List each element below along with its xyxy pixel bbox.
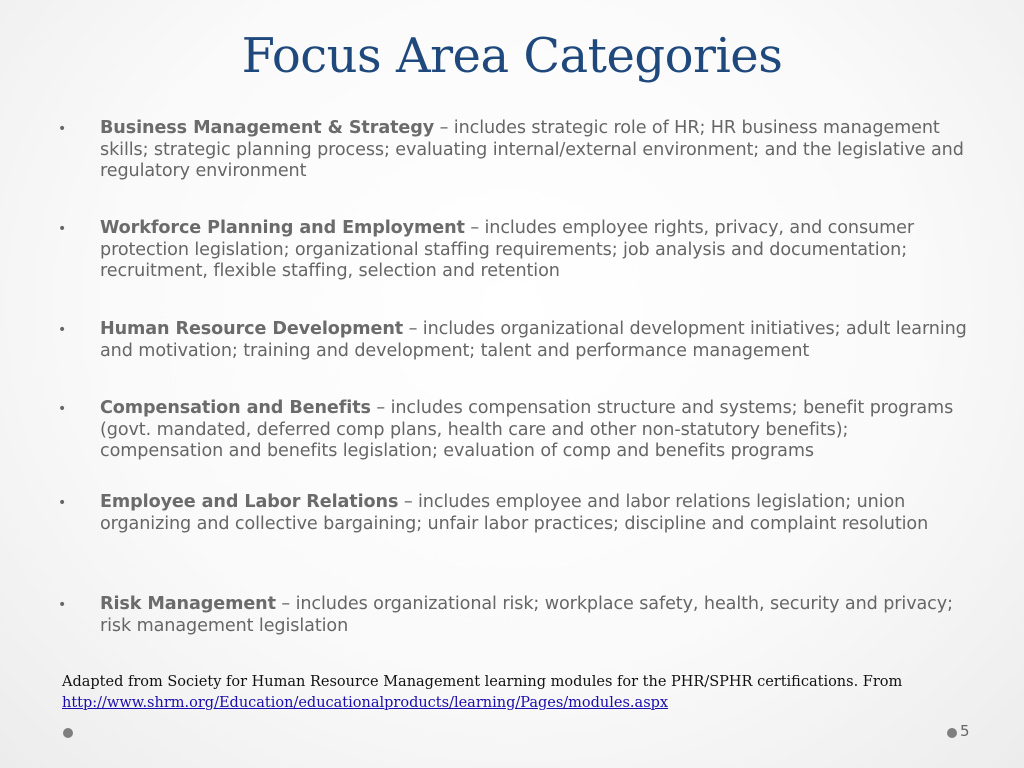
- bullet-icon: •: [58, 401, 67, 417]
- category-description: – includes compensation structure and systems; benefit programs (govt. mandated, deferred comp plans, health care and other non-statutory benefits); compensation and benefits legislation; evaluation of comp and benefits programs: [100, 398, 954, 461]
- category-description: – includes employee and labor relations legislation; union organizing and collective bargaining; unfair labor practices; discipline and complaint resolution: [100, 492, 929, 534]
- bullet-text: [100, 594, 968, 637]
- bullet-icon: •: [58, 221, 67, 237]
- bullet-icon: •: [58, 322, 67, 338]
- list-item: [58, 594, 968, 637]
- page-number: 5: [960, 722, 970, 740]
- category-term: Compensation and Benefits: [100, 398, 371, 418]
- category-term: Risk Management: [100, 594, 276, 614]
- bullet-text: [100, 218, 968, 283]
- source-attribution: [62, 672, 962, 714]
- bullet-icon: •: [58, 121, 67, 137]
- category-term: Employee and Labor Relations: [100, 492, 399, 512]
- list-item: [58, 218, 968, 283]
- category-description: – includes strategic role of HR; HR business management skills; strategic planning process; evaluating internal/external environment; and the legislative and regulatory environment: [100, 118, 964, 181]
- bullet-icon: •: [58, 495, 67, 511]
- category-description: – includes organizational risk; workplace safety, health, security and privacy; risk management legislation: [100, 594, 953, 636]
- category-term: Workforce Planning and Employment: [100, 218, 465, 238]
- attribution-text: Adapted from Society for Human Resource Management learning modules for the PHR/SPHR certifications. From: [62, 674, 903, 690]
- bullet-text: [100, 118, 968, 183]
- bullet-text: [100, 319, 968, 362]
- bullet-text: [100, 398, 968, 463]
- category-description: – includes employee rights, privacy, and consumer protection legislation; organizational staffing requirements; job analysis and documentation; recruitment, flexible staffing, selection and retention: [100, 218, 914, 281]
- footer-dot-icon: [63, 728, 73, 738]
- category-term: Human Resource Development: [100, 319, 404, 339]
- source-link[interactable]: http://www.shrm.org/Education/educationalproducts/learning/Pages/modules.aspx: [62, 695, 669, 711]
- bullet-text: [100, 492, 968, 535]
- list-item: [58, 398, 968, 463]
- bullet-icon: •: [58, 597, 67, 613]
- list-item: [58, 118, 968, 183]
- footer-dot-icon: [947, 728, 957, 738]
- slide-title: Focus Area Categories: [241, 28, 783, 84]
- category-description: – includes organizational development initiatives; adult learning and motivation; training and development; talent and performance management: [100, 319, 967, 361]
- category-term: Business Management & Strategy: [100, 118, 435, 138]
- list-item: [58, 319, 968, 362]
- list-item: [58, 492, 968, 535]
